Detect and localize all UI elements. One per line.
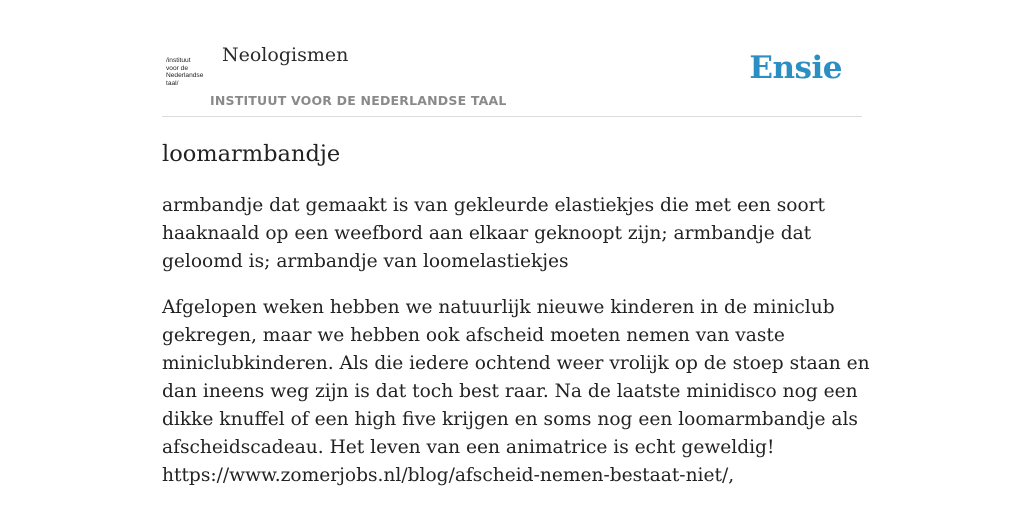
ensie-brand-logo[interactable]: Ensie — [749, 50, 842, 86]
entry-definition: armbandje dat gemaakt is van gekleurde elastiekjes die met een soort haaknaald op een weefbord aan elkaar geknoopt zijn; armbandje dat geloomd is; armbandje van loomelastiekjes — [162, 195, 826, 272]
source-name[interactable]: Neologismen — [222, 44, 349, 66]
entry-quote — [162, 294, 872, 490]
header — [162, 40, 862, 117]
quote-source-link[interactable]: https://www.zomerjobs.nl/blog/afscheid-nemen-bestaat-niet/, — [162, 465, 735, 486]
quote-text: Afgelopen weken hebben we natuurlijk nieuwe kinderen in de miniclub gekregen, maar we hebben ook afscheid moeten nemen van vaste miniclubkinderen. Als die iedere ochtend weer vrolijk op de stoep staan en dan ineens weg zijn is dat toch best raar. Na de laatste minidisco nog een dikke knuffel of een high five krijgen en soms nog een loomarmbandje als afscheidscadeau. Het leven van een animatrice is echt geweldig! — [162, 297, 870, 458]
ivdnt-logo[interactable] — [166, 57, 212, 91]
logo-line: voor de — [166, 64, 188, 72]
publisher-name: INSTITUUT VOOR DE NEDERLANDSE TAAL — [210, 93, 507, 108]
logo-line: /instituut — [166, 57, 191, 64]
logo-line: taal/ — [166, 79, 179, 87]
entry — [162, 138, 872, 490]
entry-term: loomarmbandje — [162, 141, 341, 167]
logo-line: Nederlandse — [166, 72, 204, 80]
